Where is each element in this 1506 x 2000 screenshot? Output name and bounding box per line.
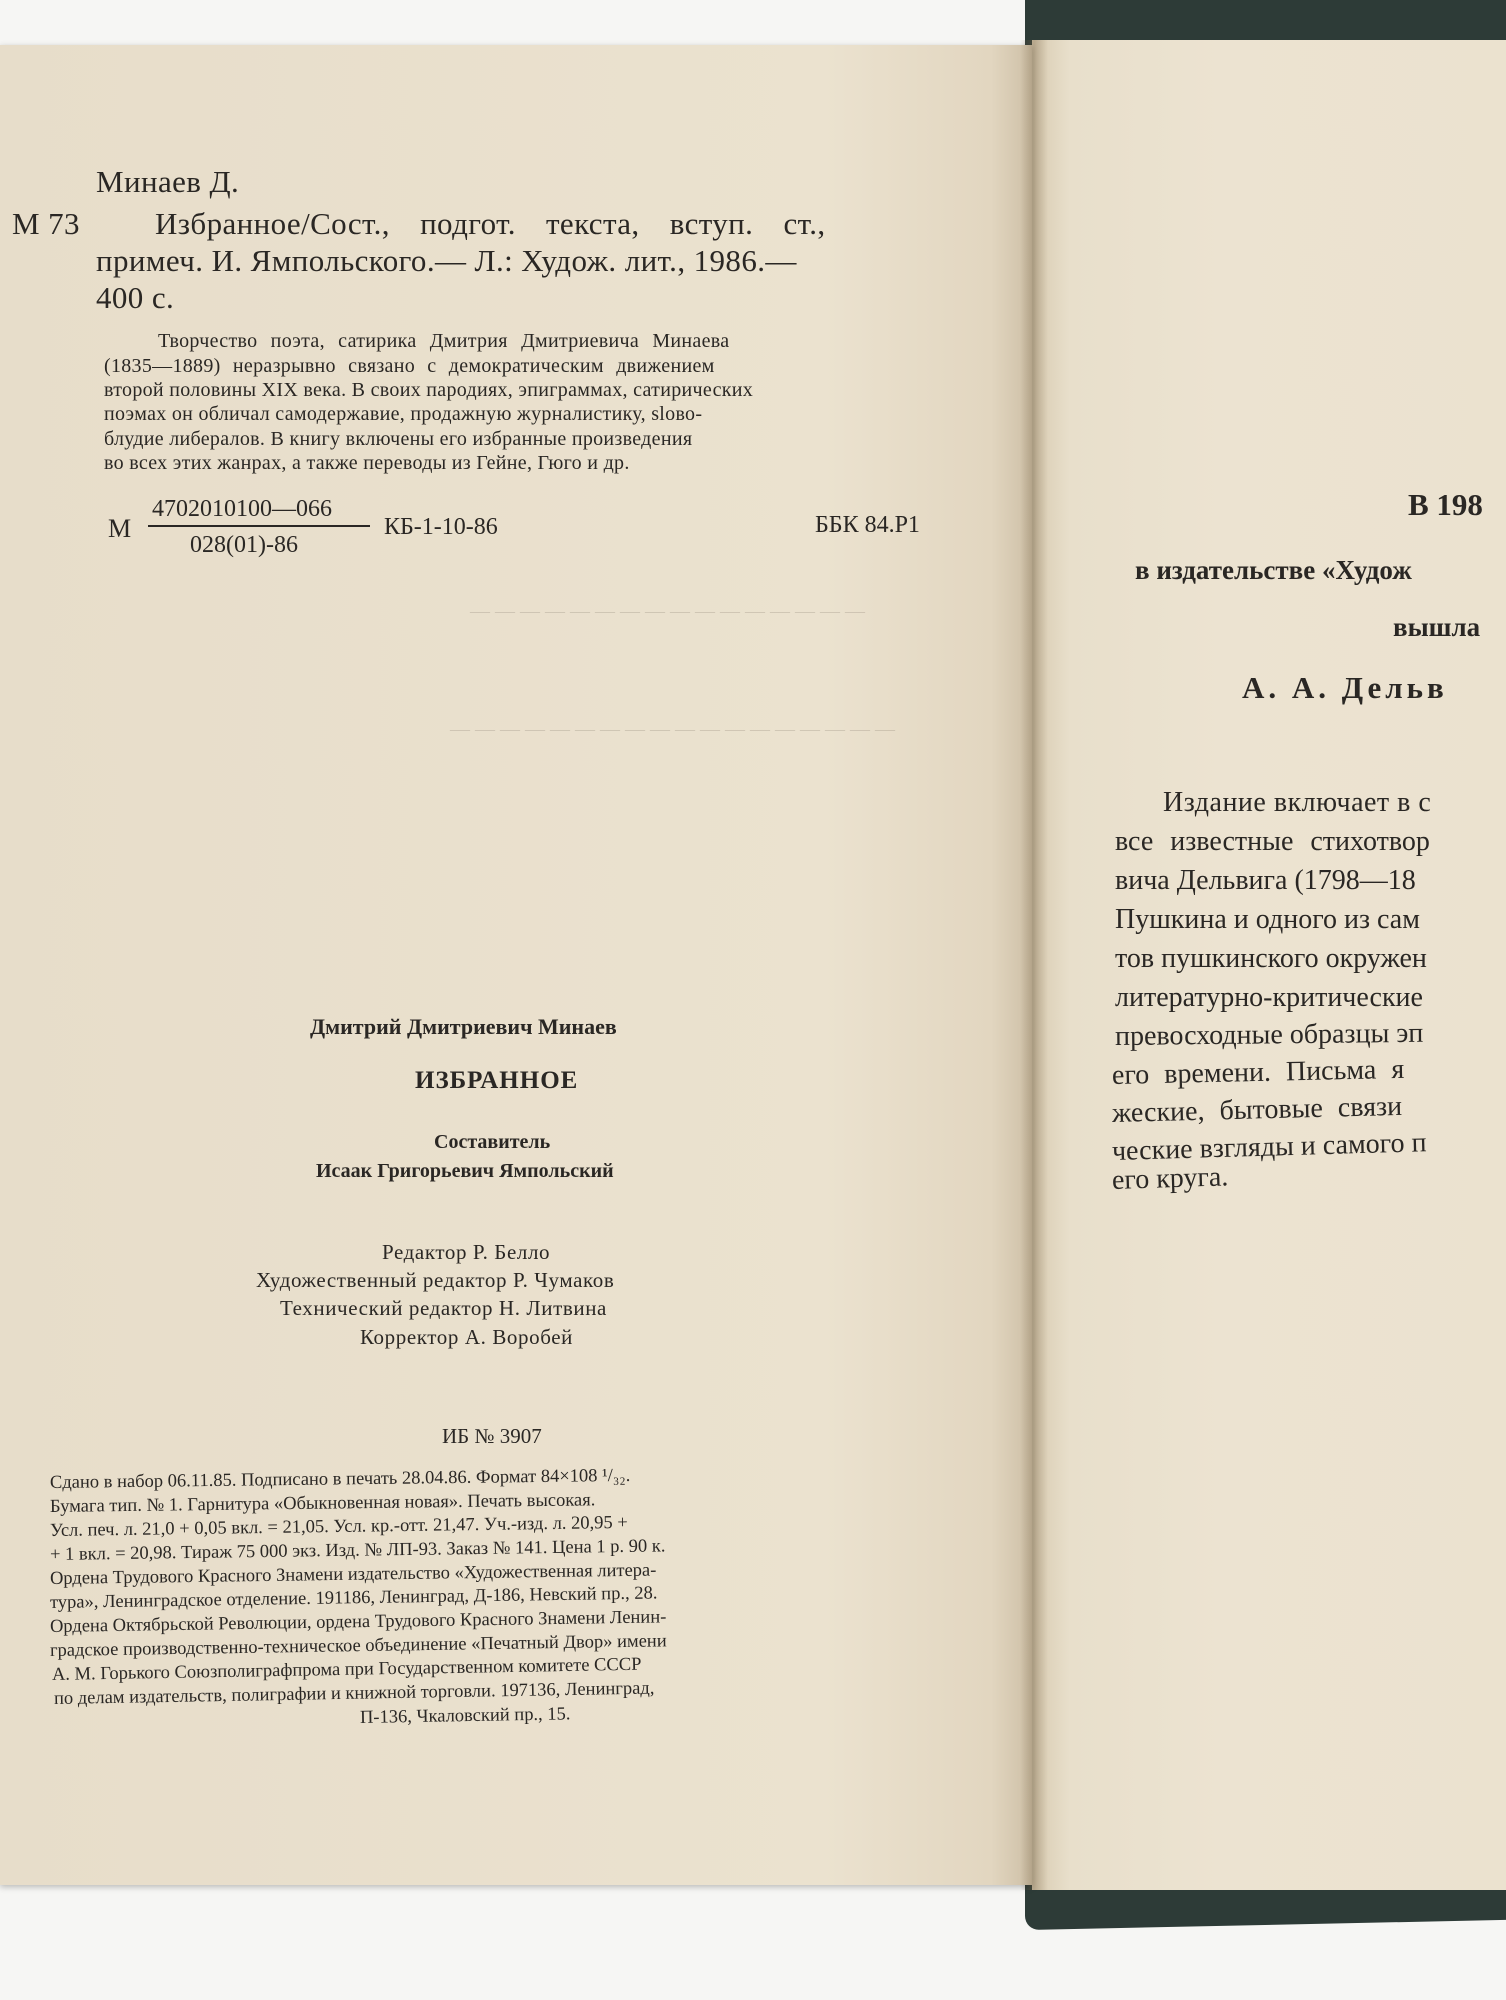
staff-line: Редактор Р. Белло [382,1240,551,1264]
annotation-line: Творчество поэта, сатирика Дмитрия Дмитриевича Минаева [158,330,730,352]
catalog-description-line: примеч. И. Ямпольского.— Л.: Худож. лит., 1986.— [96,243,797,278]
print-details-line: Сдано в набор 06.11.85. Подписано в печать 28.04.86. Формат 84×108 ¹/₃₂. [49,1465,631,1493]
catalog-author: Минаев Д. [96,164,240,199]
right-page-line: вича Дельвига (1798—18 [1115,865,1416,896]
right-page-line: все известные стихотвор [1115,826,1430,857]
print-details-line: Ордена Трудового Красного Знамени издательство «Художественная литера- [49,1560,657,1589]
right-page-line: вышла [1393,612,1481,642]
catalog-description-line: 400 с. [96,280,175,315]
right-page-line: ческие взгляды и самого п [1111,1127,1427,1167]
code-letter: М [108,514,132,543]
catalog-index-code: М 73 [12,206,80,241]
right-page-line: его круга. [1111,1161,1229,1196]
right-page-line: в издательстве «Худож [1135,555,1412,585]
ib-number: ИБ № 3907 [442,1424,542,1448]
imprint-title: ИЗБРАННОЕ [415,1067,579,1094]
print-details-line: Усл. печ. л. 21,0 + 0,05 вкл. = 21,05. Усл. кр.-отт. 21,47. Уч.-изд. л. 20,95 + [49,1512,628,1541]
code-kb: КБ-1-10-86 [384,514,498,540]
catalog-description-line: Избранное/Сост., подгот. текста, вступ. ст., [155,206,826,241]
page-gutter [1020,40,1048,1890]
compiler-label: Составитель [434,1131,551,1153]
compiler-name: Исаак Григорьевич Ямпольский [316,1160,614,1182]
right-page-line: литературно-критические [1115,982,1423,1013]
print-details-line: тура», Ленинградское отделение. 191186, Ленинград, Д-186, Невский пр., 28. [49,1583,658,1613]
right-page-line: А. А. Дельв [1242,670,1448,705]
print-details-line: Ордена Октябрьской Революции, ордена Трудового Красного Знамени Ленин- [49,1607,667,1637]
show-through-text: — — — — — — — — — — — — — — — — [470,600,865,622]
right-page-line: его времени. Письма я [1111,1053,1405,1091]
code-denominator: 028(01)-86 [190,532,298,558]
print-details-line: + 1 вкл. = 20,98. Тираж 75 000 экз. Изд. № ЛП-93. Заказ № 141. Цена 1 р. 90 к. [49,1536,666,1565]
fraction-line [148,525,370,527]
print-details-line: по делам издательств, полиграфии и книжной торговли. 197136, Ленинград, [53,1678,655,1709]
annotation-line: поэмах он обличал самодержавие, продажную журналистику, slово- [104,403,703,425]
staff-line: Художественный редактор Р. Чумаков [256,1268,615,1292]
print-details-line: Бумага тип. № 1. Гарнитура «Обыкновенная новая». Печать высокая. [49,1490,596,1517]
right-page-line: жеские, бытовые связи [1111,1090,1403,1129]
print-details-line: П-136, Чкаловский пр., 15. [359,1704,571,1728]
annotation-line: во всех этих жанрах, а также переводы из Гейне, Гюго и др. [104,452,630,474]
bbk-code: ББК 84.Р1 [815,512,920,538]
right-page-line: Издание включает в с [1163,787,1432,818]
right-page-line: тов пушкинского окружен [1115,943,1427,974]
staff-line: Корректор А. Воробей [360,1325,573,1349]
right-page-line: превосходные образцы эп [1114,1017,1424,1052]
annotation-line: блудие либералов. В книгу включены его избранные произведения [104,428,693,450]
print-details-line: А. М. Горького Союзполиграфпрома при Государственном комитете СССР [51,1654,642,1685]
right-page-line: Пушкина и одного из сам [1115,904,1420,935]
print-details-line: градское производственно-техническое объединение «Печатный Двор» имени [49,1631,667,1661]
annotation-line: второй половины XIX века. В своих пародиях, эпиграммах, сатирических [104,379,754,401]
imprint-author: Дмитрий Дмитриевич Минаев [310,1014,617,1039]
show-through-text: — — — — — — — — — — — — — — — — — — [450,718,895,740]
code-numerator: 4702010100—066 [152,496,332,522]
annotation-line: (1835—1889) неразрывно связано с демократическим движением [104,355,715,377]
right-page-line: В 198 [1408,487,1483,522]
staff-line: Технический редактор Н. Литвина [280,1296,607,1320]
